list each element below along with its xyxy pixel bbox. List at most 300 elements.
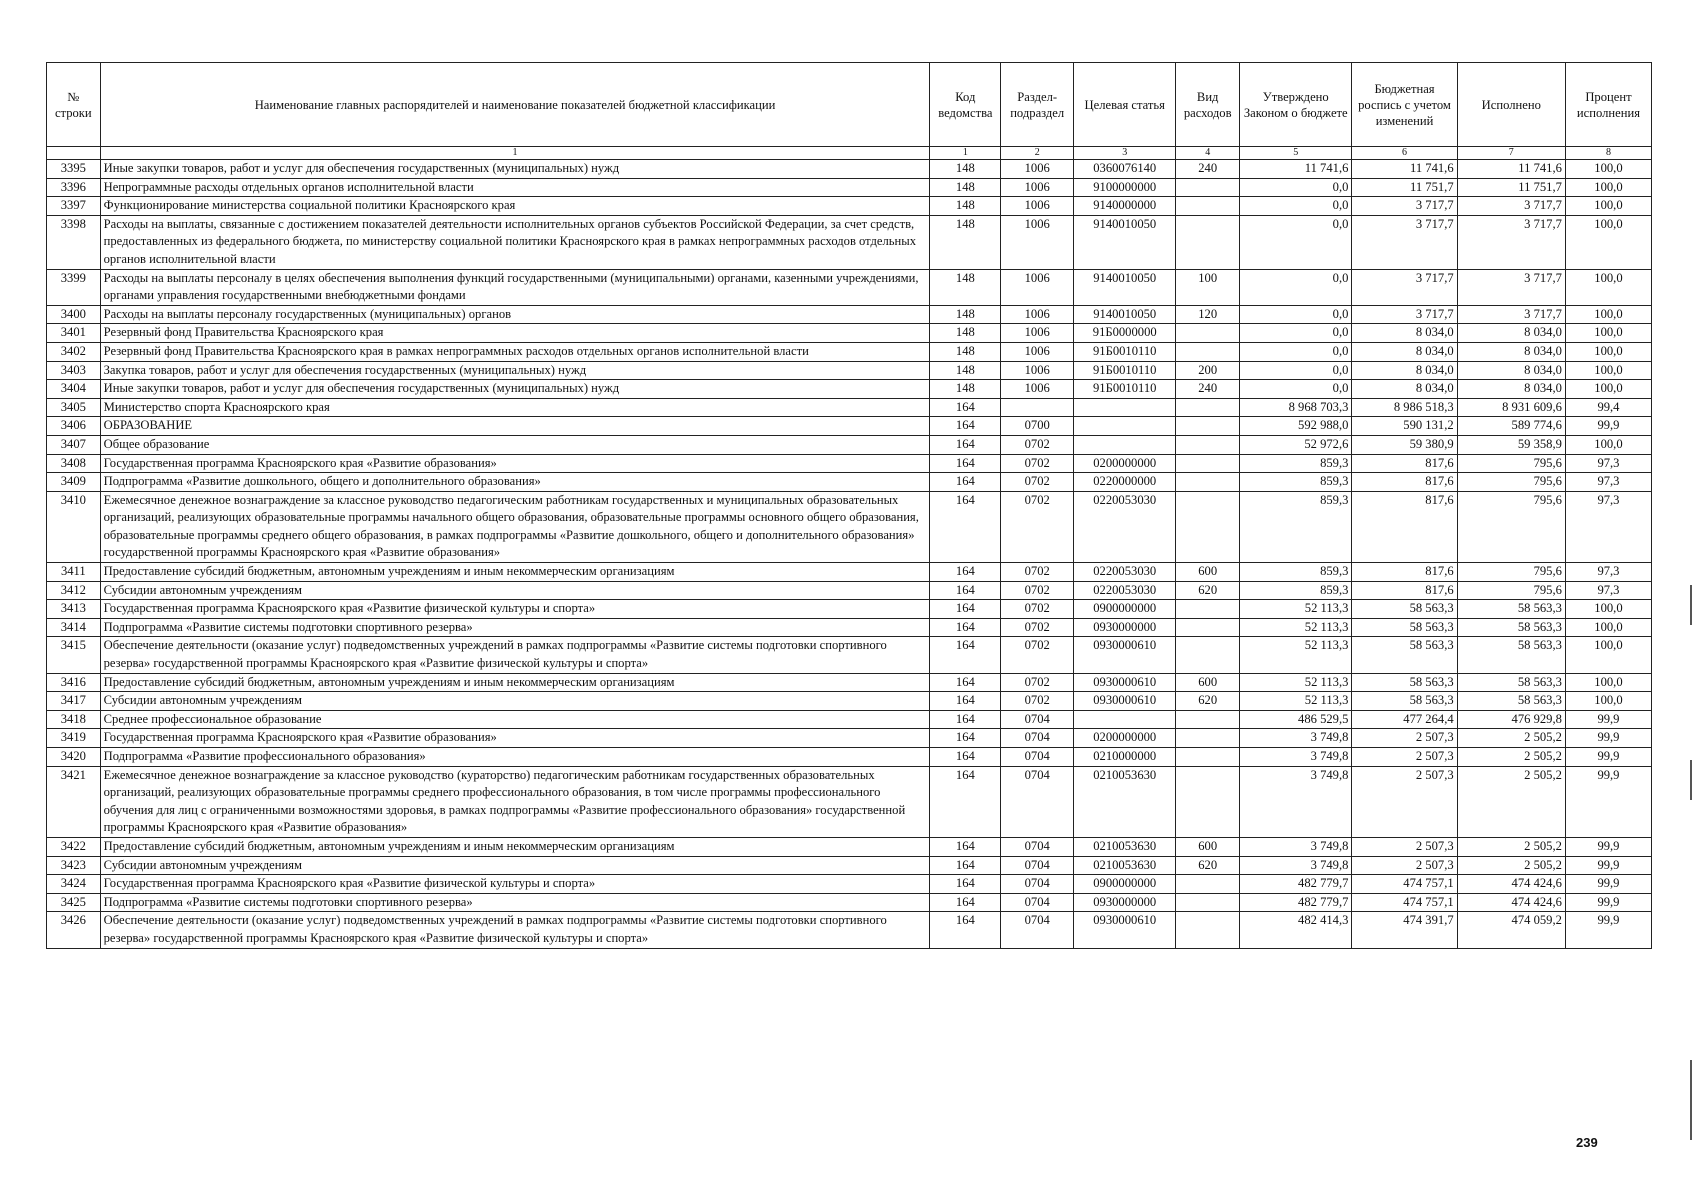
revised-amount: 3 717,7 <box>1352 215 1457 269</box>
executed-amount: 8 931 609,6 <box>1457 398 1565 417</box>
expense-type <box>1176 729 1240 748</box>
revised-amount: 474 391,7 <box>1352 912 1457 948</box>
approved-amount: 592 988,0 <box>1240 417 1352 436</box>
table-row <box>47 324 1652 343</box>
column-number: 8 <box>1565 147 1651 160</box>
executed-amount: 58 563,3 <box>1457 673 1565 692</box>
row-number: 3398 <box>47 215 101 269</box>
header-section: Раздел-подраздел <box>1001 63 1074 147</box>
row-name: Непрограммные расходы отдельных органов исполнительной власти <box>100 178 930 197</box>
target-article: 91Б0000000 <box>1074 324 1176 343</box>
target-article: 0930000610 <box>1074 692 1176 711</box>
section-code <box>1001 398 1074 417</box>
section-code: 0704 <box>1001 893 1074 912</box>
header-row-number: № строки <box>47 63 101 147</box>
dept-code: 164 <box>930 435 1001 454</box>
row-number: 3424 <box>47 875 101 894</box>
executed-amount: 3 717,7 <box>1457 215 1565 269</box>
execution-percent: 97,3 <box>1565 491 1651 562</box>
executed-amount: 795,6 <box>1457 491 1565 562</box>
section-code: 0704 <box>1001 748 1074 767</box>
column-number: 4 <box>1176 147 1240 160</box>
row-number: 3409 <box>47 473 101 492</box>
approved-amount: 52 113,3 <box>1240 692 1352 711</box>
header-dept-code: Код ведомства <box>930 63 1001 147</box>
table-row <box>47 491 1652 562</box>
execution-percent: 100,0 <box>1565 435 1651 454</box>
dept-code: 164 <box>930 600 1001 619</box>
approved-amount: 0,0 <box>1240 178 1352 197</box>
approved-amount: 52 113,3 <box>1240 637 1352 673</box>
revised-amount: 11 741,6 <box>1352 160 1457 179</box>
execution-percent: 100,0 <box>1565 618 1651 637</box>
table-row <box>47 856 1652 875</box>
section-code: 0704 <box>1001 875 1074 894</box>
executed-amount: 3 717,7 <box>1457 269 1565 305</box>
revised-amount: 817,6 <box>1352 454 1457 473</box>
revised-amount: 2 507,3 <box>1352 766 1457 837</box>
execution-percent: 99,9 <box>1565 837 1651 856</box>
table-row <box>47 197 1652 216</box>
row-number: 3408 <box>47 454 101 473</box>
target-article: 0220000000 <box>1074 473 1176 492</box>
target-article: 9100000000 <box>1074 178 1176 197</box>
execution-percent: 97,3 <box>1565 563 1651 582</box>
header-expense-type: Вид расходов <box>1176 63 1240 147</box>
section-code: 0704 <box>1001 729 1074 748</box>
section-code: 0702 <box>1001 563 1074 582</box>
dept-code: 164 <box>930 893 1001 912</box>
row-number: 3411 <box>47 563 101 582</box>
target-article: 0360076140 <box>1074 160 1176 179</box>
expense-type <box>1176 435 1240 454</box>
column-number <box>47 147 101 160</box>
executed-amount: 58 563,3 <box>1457 692 1565 711</box>
revised-amount: 590 131,2 <box>1352 417 1457 436</box>
executed-amount: 8 034,0 <box>1457 342 1565 361</box>
expense-type <box>1176 600 1240 619</box>
revised-amount: 474 757,1 <box>1352 875 1457 894</box>
row-number: 3400 <box>47 305 101 324</box>
section-code: 1006 <box>1001 361 1074 380</box>
revised-amount: 2 507,3 <box>1352 856 1457 875</box>
section-code: 0704 <box>1001 766 1074 837</box>
execution-percent: 99,9 <box>1565 766 1651 837</box>
execution-percent: 99,9 <box>1565 856 1651 875</box>
row-number: 3410 <box>47 491 101 562</box>
dept-code: 164 <box>930 837 1001 856</box>
target-article: 0200000000 <box>1074 729 1176 748</box>
row-number: 3406 <box>47 417 101 436</box>
executed-amount: 3 717,7 <box>1457 197 1565 216</box>
row-number: 3423 <box>47 856 101 875</box>
dept-code: 164 <box>930 417 1001 436</box>
dept-code: 148 <box>930 324 1001 343</box>
column-number: 1 <box>100 147 930 160</box>
expense-type <box>1176 618 1240 637</box>
revised-amount: 58 563,3 <box>1352 637 1457 673</box>
header-target-article: Целевая статья <box>1074 63 1176 147</box>
execution-percent: 100,0 <box>1565 269 1651 305</box>
row-name: Расходы на выплаты персоналу в целях обеспечения выполнения функций государственными (муниципальными) органами, казенными учреждениями, органами управления государственными внебюджетными фондами <box>100 269 930 305</box>
execution-percent: 100,0 <box>1565 160 1651 179</box>
target-article: 0220053030 <box>1074 581 1176 600</box>
row-name: Обеспечение деятельности (оказание услуг) подведомственных учреждений в рамках подпрограммы «Развитие системы подготовки спортивного резерва» государственной программы Красноярского края «Развитие физической культуры и спорта» <box>100 912 930 948</box>
row-name: Функционирование министерства социальной политики Красноярского края <box>100 197 930 216</box>
dept-code: 148 <box>930 215 1001 269</box>
target-article: 0930000000 <box>1074 618 1176 637</box>
approved-amount: 859,3 <box>1240 491 1352 562</box>
table-row <box>47 178 1652 197</box>
row-number: 3403 <box>47 361 101 380</box>
dept-code: 148 <box>930 269 1001 305</box>
revised-amount: 8 034,0 <box>1352 380 1457 399</box>
execution-percent: 97,3 <box>1565 473 1651 492</box>
dept-code: 164 <box>930 398 1001 417</box>
row-name: Предоставление субсидий бюджетным, автономным учреждениям и иным некоммерческим организациям <box>100 837 930 856</box>
row-name: Подпрограмма «Развитие профессионального образования» <box>100 748 930 767</box>
row-number: 3395 <box>47 160 101 179</box>
row-number: 3421 <box>47 766 101 837</box>
row-name: Государственная программа Красноярского края «Развитие физической культуры и спорта» <box>100 600 930 619</box>
approved-amount: 52 972,6 <box>1240 435 1352 454</box>
execution-percent: 99,4 <box>1565 398 1651 417</box>
table-row <box>47 729 1652 748</box>
table-row <box>47 875 1652 894</box>
expense-type: 600 <box>1176 563 1240 582</box>
target-article: 9140010050 <box>1074 269 1176 305</box>
row-name: Расходы на выплаты, связанные с достижением показателей деятельности исполнительных органов субъектов Российской Федерации, за счет средств, предоставленных из федерального бюджета, по министерству социальной политики Красноярского края в рамках непрограммных расходов отдельных органов исполнительной власти <box>100 215 930 269</box>
header-percent: Процент исполнения <box>1565 63 1651 147</box>
row-number: 3413 <box>47 600 101 619</box>
table-row <box>47 215 1652 269</box>
row-name: Предоставление субсидий бюджетным, автономным учреждениям и иным некоммерческим организациям <box>100 563 930 582</box>
approved-amount: 52 113,3 <box>1240 673 1352 692</box>
section-code: 0704 <box>1001 856 1074 875</box>
approved-amount: 0,0 <box>1240 361 1352 380</box>
executed-amount: 2 505,2 <box>1457 856 1565 875</box>
execution-percent: 97,3 <box>1565 581 1651 600</box>
executed-amount: 8 034,0 <box>1457 361 1565 380</box>
row-number: 3397 <box>47 197 101 216</box>
approved-amount: 486 529,5 <box>1240 710 1352 729</box>
execution-percent: 100,0 <box>1565 197 1651 216</box>
expense-type <box>1176 417 1240 436</box>
expense-type <box>1176 398 1240 417</box>
approved-amount: 482 779,7 <box>1240 875 1352 894</box>
expense-type <box>1176 710 1240 729</box>
executed-amount: 795,6 <box>1457 581 1565 600</box>
row-name: Подпрограмма «Развитие дошкольного, общего и дополнительного образования» <box>100 473 930 492</box>
scan-edge-mark <box>1690 585 1692 625</box>
row-name: Субсидии автономным учреждениям <box>100 692 930 711</box>
approved-amount: 52 113,3 <box>1240 618 1352 637</box>
dept-code: 164 <box>930 875 1001 894</box>
dept-code: 148 <box>930 160 1001 179</box>
column-number: 7 <box>1457 147 1565 160</box>
approved-amount: 11 741,6 <box>1240 160 1352 179</box>
execution-percent: 99,9 <box>1565 748 1651 767</box>
column-number: 2 <box>1001 147 1074 160</box>
header-approved: Утверждено Законом о бюджете <box>1240 63 1352 147</box>
row-name: Иные закупки товаров, работ и услуг для обеспечения государственных (муниципальных) нужд <box>100 380 930 399</box>
table-row <box>47 710 1652 729</box>
row-number: 3396 <box>47 178 101 197</box>
section-code: 0702 <box>1001 600 1074 619</box>
section-code: 0702 <box>1001 473 1074 492</box>
target-article: 0930000610 <box>1074 637 1176 673</box>
row-name: Предоставление субсидий бюджетным, автономным учреждениям и иным некоммерческим организациям <box>100 673 930 692</box>
row-name: ОБРАЗОВАНИЕ <box>100 417 930 436</box>
execution-percent: 100,0 <box>1565 305 1651 324</box>
executed-amount: 58 563,3 <box>1457 600 1565 619</box>
expense-type: 620 <box>1176 581 1240 600</box>
row-name: Субсидии автономным учреждениям <box>100 856 930 875</box>
row-name: Субсидии автономным учреждениям <box>100 581 930 600</box>
header-name: Наименование главных распорядителей и наименование показателей бюджетной классификации <box>100 63 930 147</box>
section-code: 1006 <box>1001 380 1074 399</box>
column-number: 6 <box>1352 147 1457 160</box>
table-row <box>47 618 1652 637</box>
revised-amount: 8 034,0 <box>1352 361 1457 380</box>
expense-type: 240 <box>1176 160 1240 179</box>
approved-amount: 482 779,7 <box>1240 893 1352 912</box>
dept-code: 148 <box>930 361 1001 380</box>
row-number: 3401 <box>47 324 101 343</box>
section-code: 0704 <box>1001 710 1074 729</box>
dept-code: 148 <box>930 178 1001 197</box>
table-row <box>47 692 1652 711</box>
dept-code: 164 <box>930 748 1001 767</box>
execution-percent: 100,0 <box>1565 324 1651 343</box>
row-number: 3425 <box>47 893 101 912</box>
column-number-row <box>47 147 1652 160</box>
row-number: 3416 <box>47 673 101 692</box>
row-name: Иные закупки товаров, работ и услуг для обеспечения государственных (муниципальных) нужд <box>100 160 930 179</box>
revised-amount: 59 380,9 <box>1352 435 1457 454</box>
dept-code: 148 <box>930 380 1001 399</box>
section-code: 1006 <box>1001 324 1074 343</box>
executed-amount: 795,6 <box>1457 563 1565 582</box>
executed-amount: 589 774,6 <box>1457 417 1565 436</box>
section-code: 1006 <box>1001 305 1074 324</box>
approved-amount: 3 749,8 <box>1240 856 1352 875</box>
execution-percent: 100,0 <box>1565 178 1651 197</box>
revised-amount: 474 757,1 <box>1352 893 1457 912</box>
row-name: Подпрограмма «Развитие системы подготовки спортивного резерва» <box>100 893 930 912</box>
executed-amount: 795,6 <box>1457 473 1565 492</box>
execution-percent: 99,9 <box>1565 729 1651 748</box>
target-article: 91Б0010110 <box>1074 342 1176 361</box>
execution-percent: 100,0 <box>1565 361 1651 380</box>
table-row <box>47 269 1652 305</box>
expense-type: 200 <box>1176 361 1240 380</box>
section-code: 0702 <box>1001 581 1074 600</box>
row-number: 3412 <box>47 581 101 600</box>
table-row <box>47 581 1652 600</box>
approved-amount: 3 749,8 <box>1240 729 1352 748</box>
row-number: 3405 <box>47 398 101 417</box>
page-number: 239 <box>1576 1135 1598 1150</box>
revised-amount: 817,6 <box>1352 491 1457 562</box>
target-article: 0900000000 <box>1074 875 1176 894</box>
expense-type <box>1176 454 1240 473</box>
target-article: 0930000610 <box>1074 912 1176 948</box>
revised-amount: 2 507,3 <box>1352 748 1457 767</box>
table-row <box>47 600 1652 619</box>
execution-percent: 100,0 <box>1565 600 1651 619</box>
row-number: 3420 <box>47 748 101 767</box>
row-name: Среднее профессиональное образование <box>100 710 930 729</box>
section-code: 1006 <box>1001 197 1074 216</box>
dept-code: 148 <box>930 197 1001 216</box>
expense-type <box>1176 766 1240 837</box>
expense-type <box>1176 875 1240 894</box>
section-code: 0704 <box>1001 912 1074 948</box>
dept-code: 164 <box>930 618 1001 637</box>
dept-code: 164 <box>930 729 1001 748</box>
dept-code: 164 <box>930 491 1001 562</box>
target-article: 0210053630 <box>1074 856 1176 875</box>
dept-code: 148 <box>930 342 1001 361</box>
table-row <box>47 417 1652 436</box>
row-name: Государственная программа Красноярского края «Развитие образования» <box>100 454 930 473</box>
expense-type <box>1176 637 1240 673</box>
row-name: Государственная программа Красноярского края «Развитие образования» <box>100 729 930 748</box>
expense-type: 600 <box>1176 837 1240 856</box>
target-article: 0210053630 <box>1074 837 1176 856</box>
execution-percent: 99,9 <box>1565 875 1651 894</box>
target-article: 91Б0010110 <box>1074 380 1176 399</box>
executed-amount: 8 034,0 <box>1457 324 1565 343</box>
scan-edge-mark <box>1690 760 1692 800</box>
section-code: 0700 <box>1001 417 1074 436</box>
expense-type: 620 <box>1176 856 1240 875</box>
expense-type <box>1176 893 1240 912</box>
executed-amount: 8 034,0 <box>1457 380 1565 399</box>
executed-amount: 11 741,6 <box>1457 160 1565 179</box>
dept-code: 164 <box>930 766 1001 837</box>
target-article: 0220053030 <box>1074 563 1176 582</box>
expense-type: 120 <box>1176 305 1240 324</box>
dept-code: 164 <box>930 710 1001 729</box>
revised-amount: 817,6 <box>1352 473 1457 492</box>
executed-amount: 11 751,7 <box>1457 178 1565 197</box>
target-article: 0930000610 <box>1074 673 1176 692</box>
expense-type <box>1176 342 1240 361</box>
row-number: 3399 <box>47 269 101 305</box>
table-row <box>47 398 1652 417</box>
approved-amount: 859,3 <box>1240 563 1352 582</box>
executed-amount: 795,6 <box>1457 454 1565 473</box>
execution-percent: 100,0 <box>1565 692 1651 711</box>
execution-percent: 100,0 <box>1565 673 1651 692</box>
row-number: 3415 <box>47 637 101 673</box>
approved-amount: 859,3 <box>1240 454 1352 473</box>
approved-amount: 482 414,3 <box>1240 912 1352 948</box>
row-number: 3404 <box>47 380 101 399</box>
expense-type <box>1176 197 1240 216</box>
dept-code: 164 <box>930 673 1001 692</box>
expense-type: 600 <box>1176 673 1240 692</box>
table-row <box>47 473 1652 492</box>
executed-amount: 59 358,9 <box>1457 435 1565 454</box>
section-code: 1006 <box>1001 160 1074 179</box>
revised-amount: 58 563,3 <box>1352 692 1457 711</box>
column-number: 3 <box>1074 147 1176 160</box>
scan-edge-mark <box>1690 1060 1692 1140</box>
row-name: Резервный фонд Правительства Красноярского края в рамках непрограммных расходов отдельных органов исполнительной власти <box>100 342 930 361</box>
execution-percent: 100,0 <box>1565 380 1651 399</box>
table-row <box>47 748 1652 767</box>
section-code: 1006 <box>1001 215 1074 269</box>
column-number: 5 <box>1240 147 1352 160</box>
expense-type <box>1176 473 1240 492</box>
revised-amount: 2 507,3 <box>1352 837 1457 856</box>
dept-code: 164 <box>930 856 1001 875</box>
revised-amount: 58 563,3 <box>1352 600 1457 619</box>
approved-amount: 0,0 <box>1240 324 1352 343</box>
revised-amount: 3 717,7 <box>1352 305 1457 324</box>
approved-amount: 3 749,8 <box>1240 837 1352 856</box>
table-row <box>47 637 1652 673</box>
target-article <box>1074 398 1176 417</box>
revised-amount: 3 717,7 <box>1352 269 1457 305</box>
revised-amount: 8 986 518,3 <box>1352 398 1457 417</box>
row-name: Государственная программа Красноярского края «Развитие физической культуры и спорта» <box>100 875 930 894</box>
revised-amount: 8 034,0 <box>1352 342 1457 361</box>
section-code: 0702 <box>1001 618 1074 637</box>
section-code: 0702 <box>1001 637 1074 673</box>
executed-amount: 2 505,2 <box>1457 748 1565 767</box>
target-article: 0930000000 <box>1074 893 1176 912</box>
expense-type: 240 <box>1176 380 1240 399</box>
target-article: 0210000000 <box>1074 748 1176 767</box>
target-article <box>1074 710 1176 729</box>
expense-type <box>1176 324 1240 343</box>
target-article <box>1074 435 1176 454</box>
expense-type <box>1176 215 1240 269</box>
execution-percent: 100,0 <box>1565 637 1651 673</box>
section-code: 1006 <box>1001 342 1074 361</box>
table-row <box>47 380 1652 399</box>
section-code: 1006 <box>1001 269 1074 305</box>
header-row <box>47 63 1652 147</box>
row-number: 3402 <box>47 342 101 361</box>
table-row <box>47 342 1652 361</box>
expense-type <box>1176 748 1240 767</box>
executed-amount: 2 505,2 <box>1457 729 1565 748</box>
execution-percent: 100,0 <box>1565 342 1651 361</box>
approved-amount: 0,0 <box>1240 305 1352 324</box>
section-code: 0702 <box>1001 692 1074 711</box>
table-row <box>47 361 1652 380</box>
row-name: Закупка товаров, работ и услуг для обеспечения государственных (муниципальных) нужд <box>100 361 930 380</box>
row-number: 3426 <box>47 912 101 948</box>
table-row <box>47 837 1652 856</box>
approved-amount: 0,0 <box>1240 269 1352 305</box>
row-name: Расходы на выплаты персоналу государственных (муниципальных) органов <box>100 305 930 324</box>
dept-code: 164 <box>930 454 1001 473</box>
target-article: 0200000000 <box>1074 454 1176 473</box>
approved-amount: 0,0 <box>1240 380 1352 399</box>
row-name: Обеспечение деятельности (оказание услуг) подведомственных учреждений в рамках подпрограммы «Развитие системы подготовки спортивного резерва» государственной программы Красноярского края «Развитие физической культуры и спорта» <box>100 637 930 673</box>
approved-amount: 0,0 <box>1240 197 1352 216</box>
header-revised: Бюджетная роспись с учетом изменений <box>1352 63 1457 147</box>
row-name: Ежемесячное денежное вознаграждение за классное руководство (кураторство) педагогическим работникам государственных образовательных организаций, реализующих образовательные программы среднего профессионального образования, в том числе программы профессионального обучения для лиц с ограниченными возможностями здоровья, в рамках подпрограммы «Развитие профессионального образования» государственной программы Красноярского края «Развитие образования» <box>100 766 930 837</box>
expense-type: 100 <box>1176 269 1240 305</box>
revised-amount: 2 507,3 <box>1352 729 1457 748</box>
